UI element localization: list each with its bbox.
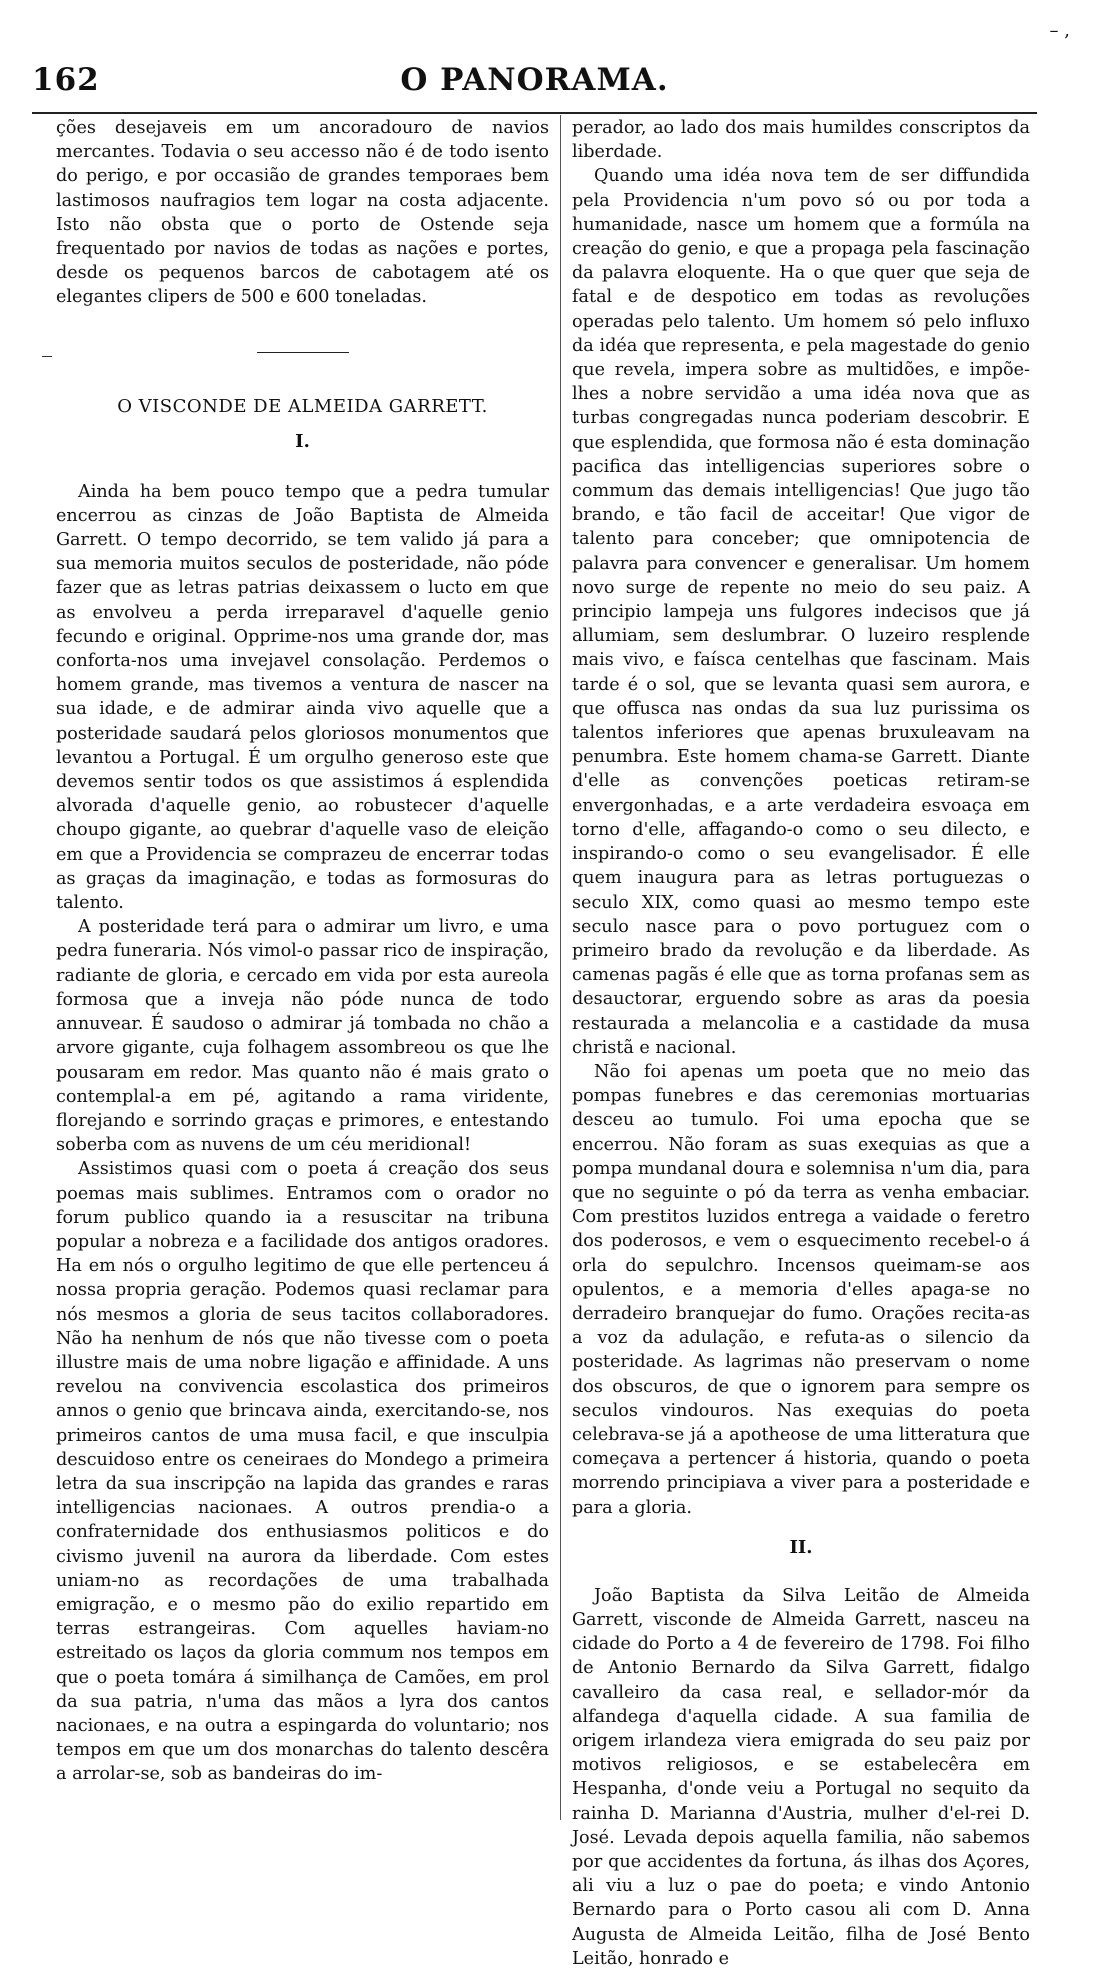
paragraph: Quando uma idéa nova tem de ser diffundida pela Providencia n'um povo só ou por toda a humanidade, nasce um homem que a formúla na creação do genio, e que a propaga pela fascinação da palavra eloquente. Ha o que quer que seja de fatal e de despotico em todas as revoluções operadas pelo talento. Um homem só pelo influxo da idéa que representa, e pela magestade do genio que revela, impera sobre as multidões, e impõe-lhes a nobre servidão a uma idéa nova que as turbas congregadas nunca poderiam descobrir. E que esplendida, que formosa não é esta dominação pacifica das intelligencias superiores sobre o commum das demais intelligencias! Que jugo tão brando, e tão facil de acceitar! Que vigor de talento para conceber; que omnipotencia de palavra para convencer e generalisar. Um homem novo surge de repente no meio do seu paiz. A principio lampeja uns fulgores indecisos que já allumiam, sem deslumbrar. O luzeiro resplende mais vivo, e faísca centelhas que fascinam. Mais tarde é o sol, que se levanta quasi sem aurora, e que offusca nas ondas da sua luz purissima os talentos inferiores que apenas bruxuleavam na penumbra. Este homem chama-se Garrett. Diante d'elle as convenções poeticas retiram-se envergonhadas, e a arte verdadeira esvoaça em torno d'elle, affagando-o como o seu dilecto, e inspirando-o como o seu evangelisador. É elle quem inaugura para as letras portuguezas o seculo XIX, como quasi ao mesmo tempo este seculo nasce para o povo portuguez com o primeiro brado da revolução e da liberdade. As camenas pagãs é elle que as torna profanas sem as desauctorar, erguendo sobre as aras da poesia restaurada a melancolia e a castidade da musa christã e nacional. <box>572 166 1030 1058</box>
article-title: O VISCONDE DE ALMEIDA GARRETT. <box>117 395 488 417</box>
section-number-one: I. <box>295 430 310 452</box>
biography-paragraph: João Baptista da Silva Leitão de Almeida Garrett, visconde de Almeida Garrett, nasceu na cidade do Porto a 4 de fevereiro de 1798. Foi filho de Antonio Bernardo da Silva Garrett, fidalgo cavalleiro da casa real, e sellador-mór da alfandega d'aquella cidade. A sua familia de origem irlandeza viera emigrada do seu paiz por motivos religiosos, e se estabelecêra em Hespanha, d'onde veiu a Portugal no sequito da rainha D. Marianna d'Austria, mulher d'el-rei D. José. Levada depois aquella familia, não sabemos por que accidentes da fortuna, ás ilhas dos Açores, ali viu a luz o pae do poeta; e vindo Antonio Bernardo para o Porto casou ali com D. Anna Augusta de Almeida Leitão, filha de José Bento Leitão, honrado e <box>572 1585 1030 1969</box>
section-number-two: II. <box>789 1536 813 1558</box>
intro-paragraph: ções desejaveis em um ancoradouro de navios mercantes. Todavia o seu accesso não é de todo isento do perigo, e por occasião de grandes temporaes bem lastimosos naufragios tem logar na costa adjacente. Isto não obsta que o porto de Ostende seja frequentado por navios de todas as nações e portes, desde os pequenos barcos de cabotagem até os elegantes clipers de 500 e 600 toneladas. <box>56 118 549 308</box>
header-rule <box>32 112 1037 114</box>
margin-mark <box>42 356 52 357</box>
page-number: 162 <box>32 62 100 98</box>
paragraph: Ainda ha bem pouco tempo que a pedra tumular encerrou as cinzas de João Baptista de Almeida Garrett. O tempo decorrido, se tem valido já para a sua memoria muitos seculos de posteridade, não póde fazer que as letras patrias deixassem o lucto em que as envolveu a perda irreparavel d'aquelle genio fecundo e original. Opprime-nos uma grande dor, mas conforta-nos uma invejavel consolação. Perdemos o homem grande, mas tivemos a ventura de nascer na sua idade, e de admirar ainda vivo aquelle que a posteridade saudará pelos gloriosos monumentos que levantou a Portugal. É um orgulho generoso este que devemos sentir todos os que assistimos á esplendida alvorada d'aquelle genio, ao robustecer d'aquelle choupo gigante, ao quebrar d'aquelle vaso de eleição em que a Providencia se comprazeu de encerrar todas as graças da imaginação, e todas as formosuras do talento. <box>56 481 549 914</box>
paragraph: A posteridade terá para o admirar um livro, e uma pedra funeraria. Nós vimol-o passar rico de inspiração, radiante de gloria, e cercado em vida por esta aureola formosa que a inveja não póde nunca de todo annuvear. É saudoso o admirar já tombada no chão a arvore gigante, cuja folhagem assombreou os que lhe pousaram em redor. Mas quanto não é mais grato o contemplal-a em pé, agitando a rama viridente, florejando e sorrindo graças e primores, e entestando soberba com as nuvens de um céu meridional! <box>56 917 549 1156</box>
paragraph: perador, ao lado dos mais humildes conscriptos da liberdade. <box>572 118 1030 163</box>
corner-mark: – , <box>1049 20 1070 41</box>
paragraph: Assistimos quasi com o poeta á creação dos seus poemas mais sublimes. Entramos com o orador no forum publico quando ia a resuscitar na tribuna popular a nobreza e a facilidade dos antigos oradores. Ha em nós o orgulho legitimo de que elle pertenceu á nossa propria geração. Podemos quasi reclamar para nós mesmos a gloria de seus tacitos collaboradores. Não ha nenhum de nós que não tivesse com o poeta illustre mais de uma nobre ligação e affinidade. A uns revelou na convivencia escolastica dos primeiros annos o genio que brincava ainda, exercitando-se, nos primeiros cantos de uma musa facil, e que insculpia descuidoso entre os ceneiraes do Mondego a primeira letra da sua inscripção na lapida das grandes e raras intelligencias nacionaes. A outros prendia-o a confraternidade dos enthusiasmos politicos e do civismo juvenil na aurora da liberdade. Com estes uniam-no as recordações de uma trabalhada emigração, e o mesmo pão do exilio repartido em terras estrangeiras. Com aquelles haviam-no estreitado os laços da gloria commum nos tempos em que o poeta tomára á similhança de Camões, em prol da sua patria, n'uma das mãos a lyra dos cantos nacionaes, e na outra a espingarda do voluntario; nos tempos em que um dos monarchas do talento descêra a arrolar-se, sob as bandeiras do im- <box>56 1159 549 1785</box>
left-column <box>56 116 549 1787</box>
column-divider <box>560 115 561 1820</box>
section-separator <box>257 352 349 353</box>
running-title: O PANORAMA. <box>400 62 669 98</box>
paragraph: Não foi apenas um poeta que no meio das pompas funebres e das ceremonias mortuarias desceu ao tumulo. Foi uma epocha que se encerrou. Não foram as suas exequias as que a pompa mundanal doura e solemnisa n'um dia, para que no seguinte o pó da terra as venha embaciar. Com prestitos luzidos entrega a vaidade o feretro dos poderosos, e vem o esquecimento recebel-o á orla do sepulchro. Incensos queimam-se aos opulentos, e a memoria d'elles apaga-se no derradeiro branquejar do fumo. Orações recita-as a voz da adulação, e refuta-as o silencio da posteridade. As lagrimas não preservam o nome dos obscuros, de que o ignorem para sempre os seculos vindouros. Nas exequias do poeta celebrava-se já a apotheose de uma litteratura que começava a pertencer á historia, quando o poeta morrendo principiava a viver para a posteridade e para a gloria. <box>572 1061 1030 1518</box>
page-header <box>32 62 1037 110</box>
right-column <box>572 116 1030 1971</box>
